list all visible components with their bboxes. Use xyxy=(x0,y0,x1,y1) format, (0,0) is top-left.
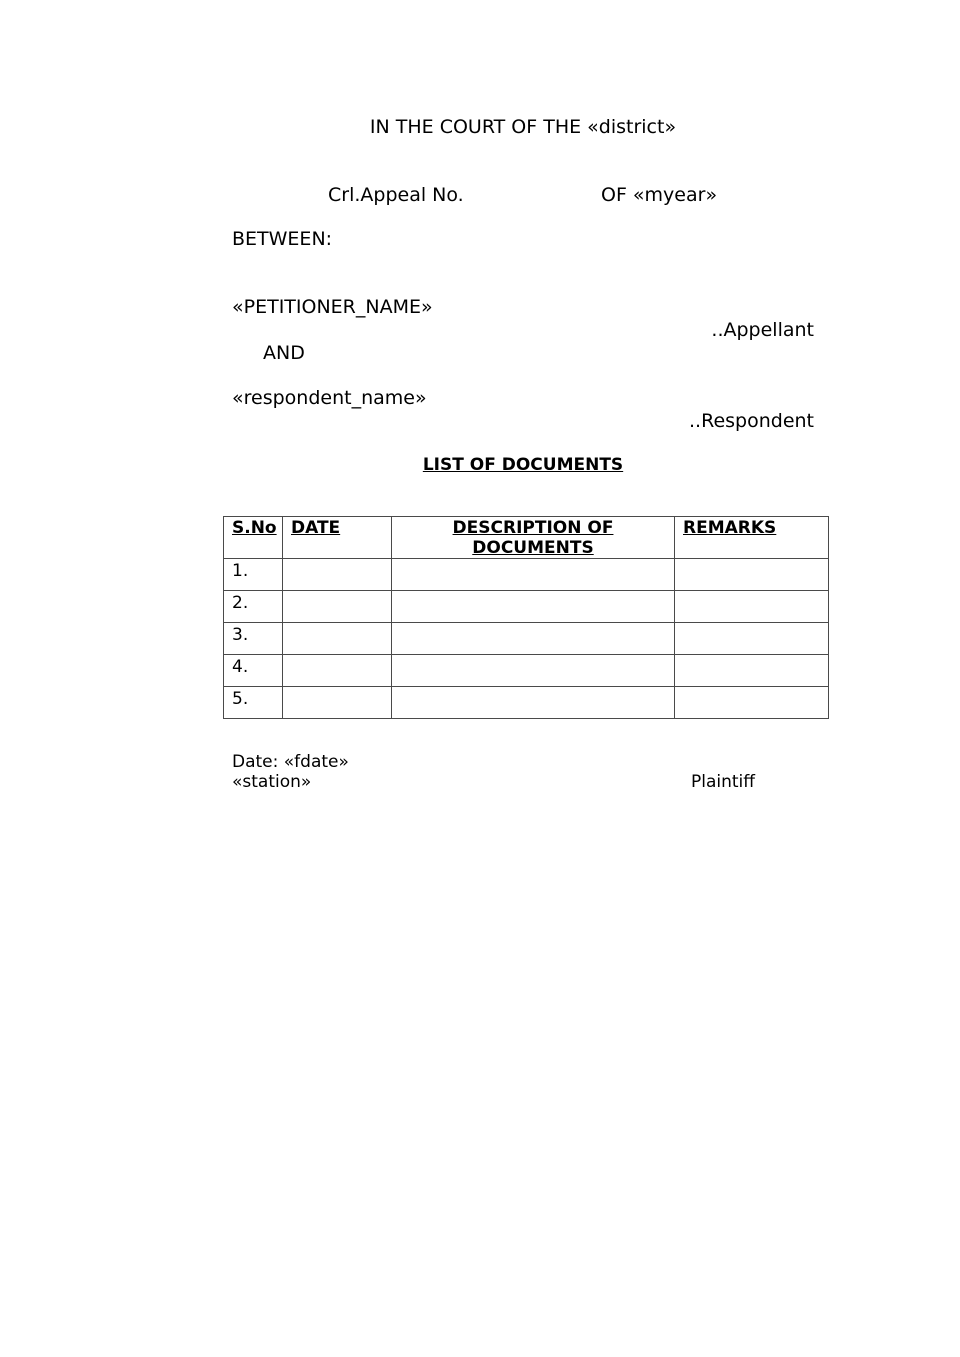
table-row xyxy=(224,687,829,719)
cell-description xyxy=(392,623,675,655)
date-line: Date: «fdate» xyxy=(232,752,349,772)
cell-remarks xyxy=(675,559,829,591)
cell-sno: 1. xyxy=(224,559,283,591)
list-title: LIST OF DOCUMENTS xyxy=(422,455,624,475)
between-label: BETWEEN: xyxy=(232,228,333,250)
signatory-label: Plaintiff xyxy=(691,772,755,792)
appeal-year: OF «myear» xyxy=(601,184,718,206)
cell-sno: 4. xyxy=(224,655,283,687)
respondent-role-label: ..Respondent xyxy=(689,410,814,432)
column-header-description: DESCRIPTION OF DOCUMENTS xyxy=(392,517,675,559)
cell-remarks xyxy=(675,655,829,687)
cell-date xyxy=(283,687,392,719)
cell-description xyxy=(392,559,675,591)
respondent-name: «respondent_name» xyxy=(232,387,427,409)
appeal-number-label: Crl.Appeal No. xyxy=(328,184,464,206)
cell-remarks xyxy=(675,591,829,623)
cell-remarks xyxy=(675,687,829,719)
cell-date xyxy=(283,623,392,655)
cell-sno: 2. xyxy=(224,591,283,623)
column-header-sno: S.No xyxy=(224,517,283,559)
cell-date xyxy=(283,655,392,687)
appellant-role-label: ..Appellant xyxy=(711,319,814,341)
cell-date xyxy=(283,559,392,591)
cell-sno: 3. xyxy=(224,623,283,655)
cell-description xyxy=(392,655,675,687)
documents-table xyxy=(223,516,829,719)
cell-remarks xyxy=(675,623,829,655)
table-row xyxy=(224,655,829,687)
cell-description xyxy=(392,591,675,623)
petitioner-name: «PETITIONER_NAME» xyxy=(232,296,433,318)
table-header-row xyxy=(224,517,829,559)
and-separator: AND xyxy=(263,342,305,364)
table-row xyxy=(224,623,829,655)
column-header-date: DATE xyxy=(283,517,392,559)
table-row xyxy=(224,591,829,623)
cell-description xyxy=(392,687,675,719)
station-line: «station» xyxy=(232,772,312,792)
cell-date xyxy=(283,591,392,623)
cell-sno: 5. xyxy=(224,687,283,719)
column-header-remarks: REMARKS xyxy=(675,517,829,559)
table-row xyxy=(224,559,829,591)
court-heading: IN THE COURT OF THE «district» xyxy=(369,116,677,138)
